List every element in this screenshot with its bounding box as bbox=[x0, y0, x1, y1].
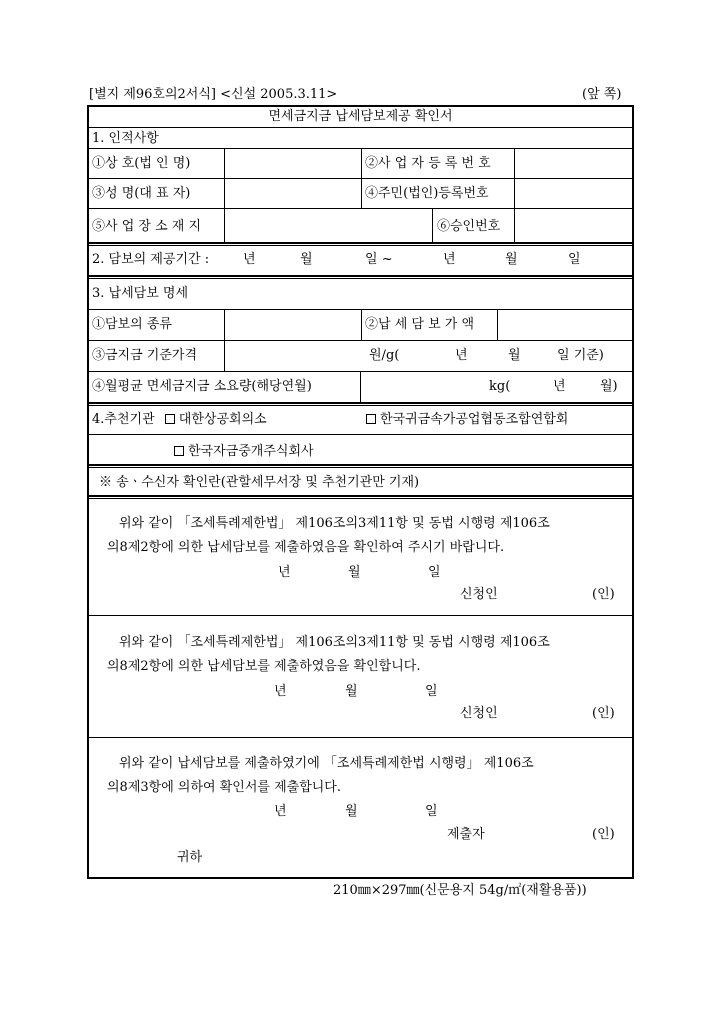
period-start-day: 일 ~ bbox=[365, 252, 393, 267]
block2-seal: (인) bbox=[592, 706, 615, 721]
checkbox-money-brokerage[interactable] bbox=[174, 446, 184, 456]
resident-id-label: ④주민(법인)등록번호 bbox=[365, 186, 489, 201]
block1-date-year: 년 bbox=[278, 565, 291, 580]
checkbox-chamber-of-commerce[interactable] bbox=[165, 414, 175, 424]
option-money-brokerage: 한국자금중개주식회사 bbox=[188, 444, 314, 459]
period-end-month: 월 bbox=[505, 252, 518, 267]
monthly-avg-label: ④월평균 면세금지금 소요량(해당연월) bbox=[92, 379, 312, 394]
gold-base-price-day: 일 기준) bbox=[557, 348, 604, 363]
gold-base-price-unit: 원/g( bbox=[369, 348, 400, 363]
period-end-year: 년 bbox=[443, 252, 456, 267]
block1-line2: 의8제2항에 의한 납세담보를 제출하였음을 확인하여 주시기 바랍니다. bbox=[107, 540, 505, 555]
collateral-amount-label: ②납 세 담 보 가 액 bbox=[365, 317, 475, 332]
confirmation-note: ※ 송ㆍ수신자 확인란(관할세무서장 및 추천기관만 기재) bbox=[99, 475, 420, 490]
checkbox-precious-metals-union[interactable] bbox=[366, 414, 376, 424]
block2-date-day: 일 bbox=[425, 684, 438, 699]
business-reg-label: ②사 업 자 등 록 번 호 bbox=[365, 156, 491, 171]
recommending-org-row bbox=[92, 413, 267, 426]
section3-heading: 3. 납세담보 명세 bbox=[92, 286, 189, 301]
block3-signer: 제출자 bbox=[447, 827, 485, 842]
monthly-avg-year: 년 bbox=[553, 379, 566, 394]
block1-seal: (인) bbox=[592, 587, 615, 602]
block2-date-month: 월 bbox=[345, 684, 358, 699]
block3-date-year: 년 bbox=[274, 804, 287, 819]
monthly-avg-unit: kg( bbox=[489, 379, 511, 394]
representative-label: ③성 명(대 표 자) bbox=[92, 186, 191, 201]
block1-signer: 신청인 bbox=[460, 587, 498, 602]
block2-date-year: 년 bbox=[274, 684, 287, 699]
block2-line2: 의8제2항에 의한 납세담보를 제출하였음을 확인합니다. bbox=[107, 659, 421, 674]
gold-base-price-year: 년 bbox=[455, 348, 468, 363]
option-precious-metals-union: 한국귀금속가공업협동조합연합회 bbox=[380, 412, 569, 427]
business-address-label: ⑤사 업 장 소 재 지 bbox=[92, 219, 202, 234]
form-number: [별지 제96호의2서식] <신설 2005.3.11> bbox=[89, 87, 338, 102]
block3-addressee: 귀하 bbox=[177, 850, 203, 865]
block1-date-month: 월 bbox=[348, 565, 361, 580]
block3-line2: 의8제3항에 의하여 확인서를 제출합니다. bbox=[107, 780, 341, 795]
block3-date-day: 일 bbox=[425, 804, 438, 819]
page-side-label: (앞 쪽) bbox=[582, 87, 622, 102]
collateral-type-label: ①담보의 종류 bbox=[92, 317, 172, 332]
period-end-day: 일 bbox=[568, 252, 581, 267]
section4-heading: 4.추천기관 bbox=[92, 412, 155, 427]
gold-base-price-label: ③금지금 기준가격 bbox=[92, 348, 198, 363]
company-name-label: ①상 호(법 인 명) bbox=[92, 156, 191, 171]
option-precious-metals-row bbox=[366, 413, 568, 426]
option-money-brokerage-row bbox=[174, 445, 314, 458]
gold-base-price-month: 월 bbox=[508, 348, 521, 363]
option-chamber-of-commerce: 대한상공회의소 bbox=[178, 412, 267, 427]
period-start-year: 년 bbox=[243, 252, 256, 267]
section1-heading: 1. 인적사항 bbox=[92, 131, 159, 146]
block2-signer: 신청인 bbox=[460, 706, 498, 721]
approval-number-label: ⑥승인번호 bbox=[437, 219, 501, 234]
section2-heading: 2. 담보의 제공기간 : bbox=[92, 252, 210, 267]
block3-seal: (인) bbox=[592, 827, 615, 842]
paper-spec-footer: 210㎜×297㎜(신문용지 54g/㎡(재활용품)) bbox=[333, 883, 587, 898]
period-start-month: 월 bbox=[300, 252, 313, 267]
block3-line1: 위와 같이 납세담보를 제출하였기에 「조세특례제한법 시행령」 제106조 bbox=[119, 756, 534, 771]
block1-line1: 위와 같이 「조세특례제한법」 제106조의3제11항 및 동법 시행령 제106조 bbox=[119, 516, 550, 531]
monthly-avg-month: 월) bbox=[600, 379, 618, 394]
form-title: 면세금지금 납세담보제공 확인서 bbox=[268, 109, 453, 124]
block2-line1: 위와 같이 「조세특례제한법」 제106조의3제11항 및 동법 시행령 제106조 bbox=[119, 635, 550, 650]
block3-date-month: 월 bbox=[345, 804, 358, 819]
block1-date-day: 일 bbox=[428, 565, 441, 580]
